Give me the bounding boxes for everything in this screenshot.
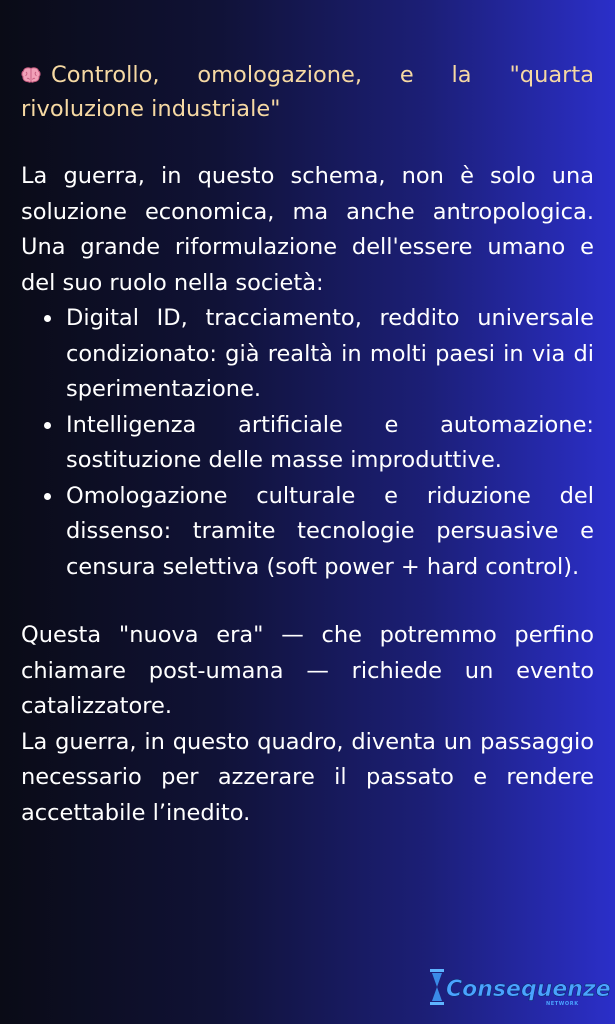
intro-paragraph: La guerra, in questo schema, non è solo una soluzione economica, ma anche antropologica. Una grande riformulazione dell'essere umano e del suo ruolo nella società:	[21, 163, 594, 296]
list-item: Intelligenza artificiale e automazione: sostituzione delle masse improduttive.	[66, 408, 594, 479]
spacer	[21, 585, 594, 618]
bullet-list	[21, 301, 594, 585]
list-item: Omologazione culturale e riduzione del dissenso: tramite tecnologie persuasive e censura selettiva (soft power + hard control).	[66, 479, 594, 586]
logo-wordmark: Consequenze	[446, 977, 611, 1002]
post-heading-text: Controllo, omologazione, e la "quarta rivoluzione industriale"	[21, 62, 594, 122]
hourglass-icon	[430, 969, 444, 1005]
closing-paragraph-2: La guerra, in questo quadro, diventa un passaggio necessario per azzerare il passato e rendere accettabile l’inedito.	[21, 728, 594, 826]
logo-subtitle: NETWORK	[546, 1001, 579, 1007]
closing-paragraph-1: Questa "nuova era" — che potremmo perfino chiamare post-umana — richiede un evento catalizzatore.	[21, 622, 594, 719]
consequenze-logo	[428, 966, 611, 1008]
brain-icon	[21, 67, 41, 83]
post-content	[21, 58, 594, 831]
list-item: Digital ID, tracciamento, reddito universale condizionato: già realtà in molti paesi in via di sperimentazione.	[66, 301, 594, 408]
post-heading	[21, 58, 594, 126]
